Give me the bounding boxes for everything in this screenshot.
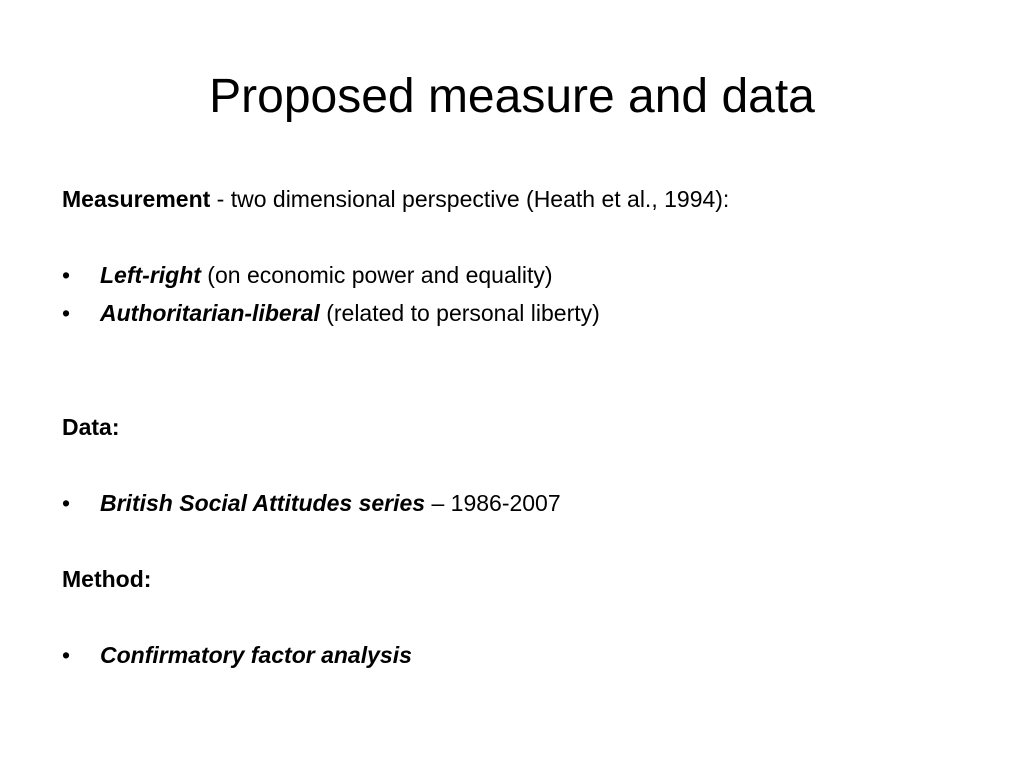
bullet-item-authoritarian-liberal bbox=[62, 294, 962, 332]
slide-title: Proposed measure and data bbox=[209, 70, 815, 123]
bullet-item-cfa bbox=[62, 636, 962, 674]
bullet-description: – 1986-2007 bbox=[425, 490, 561, 516]
bullet-description: (on economic power and equality) bbox=[200, 262, 553, 288]
bullet-item-bsa-series bbox=[62, 484, 962, 522]
bullet-item-left-right bbox=[62, 256, 962, 294]
data-label: Data: bbox=[62, 414, 120, 440]
method-heading bbox=[62, 560, 962, 598]
data-heading bbox=[62, 408, 962, 446]
bullet-description: (related to personal liberty) bbox=[319, 300, 600, 326]
spacer bbox=[62, 598, 962, 636]
spacer bbox=[62, 370, 962, 408]
bullet-dot: • bbox=[62, 490, 71, 516]
bullet-dot: • bbox=[62, 262, 71, 288]
spacer bbox=[62, 218, 962, 256]
bullet-term: British Social Attitudes series bbox=[100, 490, 426, 516]
measurement-label: Measurement bbox=[62, 186, 211, 212]
bullet-dot: • bbox=[62, 300, 71, 326]
bullet-term: Authoritarian-liberal bbox=[100, 300, 320, 326]
bullet-term: Left-right bbox=[100, 262, 201, 288]
measurement-line bbox=[62, 180, 962, 218]
spacer bbox=[62, 446, 962, 484]
slide-body bbox=[62, 180, 962, 674]
measurement-text: - two dimensional perspective (Heath et al., 1994): bbox=[210, 186, 730, 212]
spacer bbox=[62, 332, 962, 370]
method-label: Method: bbox=[62, 566, 152, 592]
bullet-dot: • bbox=[62, 642, 71, 668]
spacer bbox=[62, 522, 962, 560]
bullet-term: Confirmatory factor analysis bbox=[100, 642, 412, 668]
